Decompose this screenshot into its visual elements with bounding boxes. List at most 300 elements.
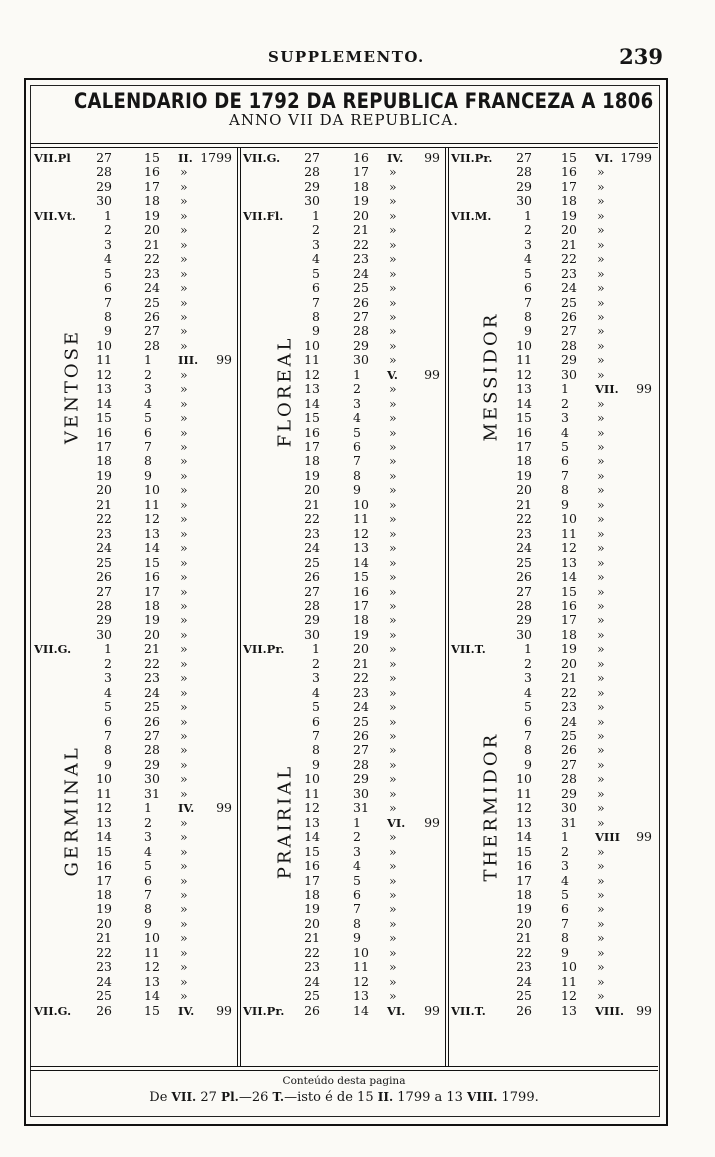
table-row: [449, 743, 657, 757]
gregorian-day: 30: [561, 366, 577, 382]
gregorian-day: 1: [144, 352, 152, 368]
ditto-mark: »: [180, 959, 188, 975]
republican-day: 4: [524, 684, 532, 700]
table-row: [449, 426, 657, 440]
table-row: [449, 686, 657, 700]
gregorian-day: 29: [353, 337, 369, 353]
table-row: [32, 657, 237, 671]
gregorian-day: 6: [144, 872, 152, 888]
month-label: VII.Pr.: [243, 642, 285, 657]
gregorian-day: 8: [144, 453, 152, 469]
ditto-mark: »: [597, 800, 605, 816]
gregorian-day: 19: [144, 207, 160, 223]
ditto-mark: »: [389, 742, 397, 758]
gregorian-day: 29: [144, 756, 160, 772]
table-row: [449, 324, 657, 338]
table-row: [449, 151, 657, 165]
gregorian-day: 21: [144, 641, 160, 657]
gregorian-day: 28: [561, 771, 577, 787]
gregorian-year: 1799: [620, 150, 652, 165]
table-row: [241, 498, 445, 512]
table-row: [32, 888, 237, 902]
table-row: [241, 671, 445, 685]
table-row: [241, 1004, 445, 1018]
gregorian-day: 23: [353, 684, 369, 700]
column-ventose-germinal: [32, 151, 237, 1063]
gregorian-day: 24: [561, 713, 577, 729]
gregorian-day: 1: [353, 814, 361, 830]
month-label: VII.G.: [34, 642, 72, 657]
table-row: [241, 556, 445, 570]
gregorian-day: 20: [561, 222, 577, 238]
table-row: [449, 223, 657, 237]
ditto-mark: »: [597, 814, 605, 830]
republican-day: 25: [304, 554, 320, 570]
ditto-mark: »: [180, 308, 188, 324]
table-row: [449, 238, 657, 252]
ditto-mark: »: [389, 294, 397, 310]
gregorian-day: 13: [561, 554, 577, 570]
ditto-mark: »: [180, 771, 188, 787]
ditto-mark: »: [180, 626, 188, 642]
month-label: VII.T.: [451, 642, 486, 657]
gregorian-day: 6: [353, 886, 361, 902]
gregorian-day: 4: [561, 872, 569, 888]
gregorian-day: 18: [353, 612, 369, 628]
ditto-mark: »: [597, 930, 605, 946]
gregorian-day: 24: [353, 699, 369, 715]
gregorian-day: 10: [561, 511, 577, 527]
table-row: [241, 816, 445, 830]
table-row: [241, 512, 445, 526]
ditto-mark: »: [389, 222, 397, 238]
republican-day: 22: [96, 944, 112, 960]
table-row: [449, 570, 657, 584]
table-row: [449, 281, 657, 295]
table-row: [449, 758, 657, 772]
republican-day: 13: [96, 814, 112, 830]
gregorian-day: 2: [353, 381, 361, 397]
republican-day: 2: [104, 222, 112, 238]
table-row: [449, 946, 657, 960]
ditto-mark: »: [597, 756, 605, 772]
table-row: [32, 281, 237, 295]
republican-day: 16: [96, 858, 112, 874]
gregorian-day: 14: [144, 540, 160, 556]
ditto-mark: »: [389, 915, 397, 931]
gregorian-month: IV.: [178, 801, 195, 816]
ditto-mark: »: [389, 886, 397, 902]
republican-day: 25: [516, 988, 532, 1004]
ditto-mark: »: [180, 901, 188, 917]
republican-day: 26: [96, 1002, 112, 1018]
gregorian-day: 5: [561, 439, 569, 454]
ditto-mark: »: [180, 988, 188, 1004]
table-row: [32, 715, 237, 729]
month-name-thermidor: THERMIDOR: [480, 731, 502, 882]
gregorian-day: 8: [353, 467, 361, 483]
republican-day: 20: [516, 482, 532, 498]
table-row: [449, 339, 657, 353]
gregorian-day: 30: [353, 352, 369, 368]
table-row: [449, 440, 657, 454]
republican-day: 17: [304, 439, 320, 454]
footer-caption: Conteúdo desta pagina: [282, 1075, 406, 1087]
footer-summary: [30, 1090, 658, 1105]
ditto-mark: »: [597, 525, 605, 541]
table-row: [32, 397, 237, 411]
ditto-mark: »: [597, 944, 605, 960]
ditto-mark: »: [597, 482, 605, 498]
ditto-mark: »: [389, 699, 397, 715]
ditto-mark: »: [597, 858, 605, 874]
table-row: [449, 252, 657, 266]
gregorian-day: 30: [353, 785, 369, 801]
republican-day: 10: [516, 771, 532, 787]
ditto-mark: »: [180, 569, 188, 585]
republican-day: 30: [96, 626, 112, 642]
ditto-mark: »: [180, 467, 188, 483]
gregorian-day: 12: [353, 973, 369, 989]
table-row: [32, 845, 237, 859]
gregorian-day: 28: [144, 742, 160, 758]
gregorian-year: 99: [636, 381, 652, 397]
republican-day: 5: [312, 265, 320, 281]
gregorian-day: 19: [353, 626, 369, 642]
gregorian-day: 31: [353, 800, 369, 816]
republican-day: 4: [104, 684, 112, 700]
gregorian-day: 24: [144, 684, 160, 700]
ditto-mark: »: [597, 337, 605, 353]
gregorian-day: 12: [561, 540, 577, 556]
gregorian-month: III.: [178, 353, 199, 368]
table-row: [32, 946, 237, 960]
table-row: [32, 454, 237, 468]
table-row: [449, 180, 657, 194]
ditto-mark: »: [180, 540, 188, 556]
ditto-mark: »: [180, 511, 188, 527]
gregorian-day: 2: [353, 829, 361, 845]
republican-day: 22: [304, 511, 320, 527]
republican-day: 10: [96, 771, 112, 787]
gregorian-day: 28: [353, 756, 369, 772]
gregorian-day: 11: [144, 496, 160, 512]
gregorian-month: VIII: [595, 830, 621, 845]
gregorian-day: 4: [353, 858, 361, 874]
ditto-mark: »: [180, 843, 188, 859]
month-label: VII.M.: [451, 208, 492, 223]
republican-day: 17: [96, 439, 112, 454]
table-row: [241, 180, 445, 194]
ditto-mark: »: [180, 641, 188, 657]
table-row: [241, 281, 445, 295]
republican-day: 13: [516, 814, 532, 830]
ditto-mark: »: [597, 410, 605, 426]
table-row: [241, 743, 445, 757]
gregorian-day: 17: [353, 164, 369, 180]
table-row: [32, 570, 237, 584]
ditto-mark: »: [180, 323, 188, 339]
republican-day: 4: [524, 251, 532, 267]
republican-day: 26: [304, 569, 320, 585]
ditto-mark: »: [389, 511, 397, 527]
table-row: [32, 758, 237, 772]
ditto-mark: »: [389, 482, 397, 498]
republican-day: 7: [312, 294, 320, 310]
ditto-mark: »: [597, 554, 605, 570]
ditto-mark: »: [597, 178, 605, 194]
republican-day: 24: [516, 540, 532, 556]
republican-day: 21: [304, 496, 320, 512]
republican-day: 14: [304, 395, 320, 411]
table-row: [449, 801, 657, 815]
ditto-mark: »: [597, 597, 605, 613]
ditto-mark: »: [597, 641, 605, 657]
gregorian-month: IV.: [387, 151, 404, 165]
gregorian-day: 5: [353, 872, 361, 888]
gregorian-year: 99: [424, 150, 440, 165]
table-row: [449, 368, 657, 382]
gregorian-day: 26: [353, 294, 369, 310]
republican-day: 10: [304, 337, 320, 353]
ditto-mark: »: [389, 453, 397, 469]
ditto-mark: »: [597, 959, 605, 975]
gregorian-day: 24: [144, 280, 160, 296]
table-row: [449, 165, 657, 179]
republican-day: 4: [312, 684, 320, 700]
gregorian-day: 9: [144, 467, 152, 483]
table-row: [241, 238, 445, 252]
gregorian-year: 99: [216, 800, 232, 816]
ditto-mark: »: [389, 944, 397, 960]
table-row: [449, 382, 657, 396]
gregorian-day: 14: [353, 554, 369, 570]
republican-day: 28: [516, 597, 532, 613]
table-row: [241, 642, 445, 656]
ditto-mark: »: [389, 988, 397, 1004]
table-row: [449, 729, 657, 743]
table-row: [241, 426, 445, 440]
gregorian-day: 20: [144, 222, 160, 238]
table-row: [32, 180, 237, 194]
republican-day: 22: [516, 511, 532, 527]
ditto-mark: »: [180, 742, 188, 758]
ditto-mark: »: [389, 829, 397, 845]
republican-day: 7: [312, 728, 320, 743]
gregorian-day: 30: [561, 800, 577, 816]
table-row: [32, 671, 237, 685]
gregorian-day: 13: [561, 1002, 577, 1018]
table-row: [241, 787, 445, 801]
republican-day: 26: [304, 1002, 320, 1018]
table-row: [241, 397, 445, 411]
republican-day: 17: [516, 439, 532, 454]
gregorian-day: 16: [353, 583, 369, 599]
gregorian-day: 15: [561, 150, 577, 165]
gregorian-day: 21: [353, 222, 369, 238]
ditto-mark: »: [389, 959, 397, 975]
republican-day: 23: [516, 959, 532, 975]
republican-day: 17: [96, 872, 112, 888]
table-row: [449, 671, 657, 685]
ditto-mark: »: [180, 337, 188, 353]
ditto-mark: »: [597, 439, 605, 454]
table-row: [32, 700, 237, 714]
gregorian-day: 4: [144, 843, 152, 859]
gregorian-day: 15: [561, 583, 577, 599]
table-row: [241, 296, 445, 310]
republican-day: 18: [96, 886, 112, 902]
gregorian-day: 2: [561, 395, 569, 411]
table-row: [449, 1004, 657, 1018]
ditto-mark: »: [180, 973, 188, 989]
gregorian-day: 5: [144, 410, 152, 426]
republican-day: 15: [304, 843, 320, 859]
republican-day: 10: [304, 771, 320, 787]
republican-day: 14: [96, 829, 112, 845]
republican-day: 12: [96, 800, 112, 816]
table-row: [241, 975, 445, 989]
footer-segment: VII.: [171, 1090, 197, 1104]
ditto-mark: »: [389, 381, 397, 397]
table-row: [32, 440, 237, 454]
ditto-mark: »: [389, 178, 397, 194]
gregorian-day: 2: [561, 843, 569, 859]
gregorian-day: 27: [144, 728, 160, 743]
republican-day: 15: [304, 410, 320, 426]
ditto-mark: »: [180, 612, 188, 628]
table-row: [449, 657, 657, 671]
gregorian-day: 8: [353, 915, 361, 931]
republican-day: 29: [304, 178, 320, 194]
gregorian-month: VI.: [387, 1003, 406, 1018]
ditto-mark: »: [597, 164, 605, 180]
table-row: [241, 700, 445, 714]
gregorian-day: 11: [561, 525, 577, 541]
table-row: [241, 252, 445, 266]
republican-day: 28: [96, 164, 112, 180]
republican-day: 29: [516, 178, 532, 194]
ditto-mark: »: [180, 525, 188, 541]
republican-day: 26: [516, 569, 532, 585]
gregorian-day: 28: [561, 337, 577, 353]
gregorian-day: 26: [353, 728, 369, 743]
republican-day: 7: [104, 728, 112, 743]
table-row: [449, 613, 657, 627]
republican-day: 29: [304, 612, 320, 628]
ditto-mark: »: [597, 785, 605, 801]
republican-day: 14: [516, 395, 532, 411]
ditto-mark: »: [597, 583, 605, 599]
gregorian-day: 29: [353, 771, 369, 787]
table-row: [32, 527, 237, 541]
footer-rule: [30, 1066, 658, 1067]
ditto-mark: »: [389, 583, 397, 599]
ditto-mark: »: [389, 207, 397, 223]
republican-day: 11: [516, 785, 532, 801]
gregorian-day: 23: [144, 265, 160, 281]
footer-segment: 1799.: [497, 1090, 539, 1105]
gregorian-month: II.: [178, 151, 193, 165]
table-row: [241, 527, 445, 541]
month-name-germinal: GERMINAL: [61, 745, 83, 877]
ditto-mark: »: [389, 713, 397, 729]
gregorian-day: 6: [144, 424, 152, 440]
gregorian-day: 3: [561, 410, 569, 426]
gregorian-day: 23: [561, 699, 577, 715]
table-row: [449, 874, 657, 888]
gregorian-day: 27: [353, 742, 369, 758]
gregorian-day: 6: [561, 901, 569, 917]
table-row: [32, 902, 237, 916]
gregorian-day: 8: [144, 901, 152, 917]
gregorian-day: 15: [144, 1002, 160, 1018]
gregorian-day: 2: [144, 366, 152, 382]
gregorian-day: 21: [144, 236, 160, 252]
republican-day: 3: [104, 670, 112, 686]
republican-day: 20: [304, 482, 320, 498]
republican-day: 19: [304, 901, 320, 917]
gregorian-day: 13: [144, 525, 160, 541]
ditto-mark: »: [389, 684, 397, 700]
footer-segment: T.: [272, 1090, 285, 1104]
republican-day: 3: [312, 670, 320, 686]
gregorian-day: 25: [561, 728, 577, 743]
ditto-mark: »: [597, 294, 605, 310]
gregorian-day: 22: [144, 655, 160, 671]
column-floreal-prairial: [241, 151, 445, 1063]
ditto-mark: »: [597, 872, 605, 888]
ditto-mark: »: [597, 193, 605, 209]
table-row: [32, 541, 237, 555]
table-row: [32, 223, 237, 237]
gregorian-day: 11: [144, 944, 160, 960]
table-row: [32, 960, 237, 974]
ditto-mark: »: [180, 482, 188, 498]
month-name-floreal: FLOREAL: [274, 335, 296, 448]
gregorian-day: 20: [353, 641, 369, 657]
gregorian-day: 7: [144, 886, 152, 902]
republican-day: 18: [516, 453, 532, 469]
table-row: [449, 310, 657, 324]
republican-day: 7: [104, 294, 112, 310]
table-row: [449, 787, 657, 801]
gregorian-day: 12: [144, 959, 160, 975]
footer-segment: —isto é de 15: [284, 1090, 378, 1105]
gregorian-day: 3: [144, 829, 152, 845]
republican-day: 8: [104, 308, 112, 324]
republican-day: 24: [304, 973, 320, 989]
republican-day: 14: [516, 829, 532, 845]
table-row: [241, 324, 445, 338]
gregorian-day: 26: [144, 713, 160, 729]
gregorian-day: 22: [353, 670, 369, 686]
ditto-mark: »: [389, 597, 397, 613]
table-row: [32, 628, 237, 642]
gregorian-month: V.: [387, 367, 398, 382]
ditto-mark: »: [597, 901, 605, 917]
gregorian-year: 99: [636, 829, 652, 845]
table-row: [241, 483, 445, 497]
ditto-mark: »: [180, 728, 188, 743]
gregorian-day: 3: [353, 395, 361, 411]
column-divider-1: [237, 147, 238, 1066]
table-row: [241, 599, 445, 613]
gregorian-year: 99: [424, 1002, 440, 1018]
gregorian-day: 31: [144, 785, 160, 801]
table-row: [449, 975, 657, 989]
table-row: [32, 382, 237, 396]
